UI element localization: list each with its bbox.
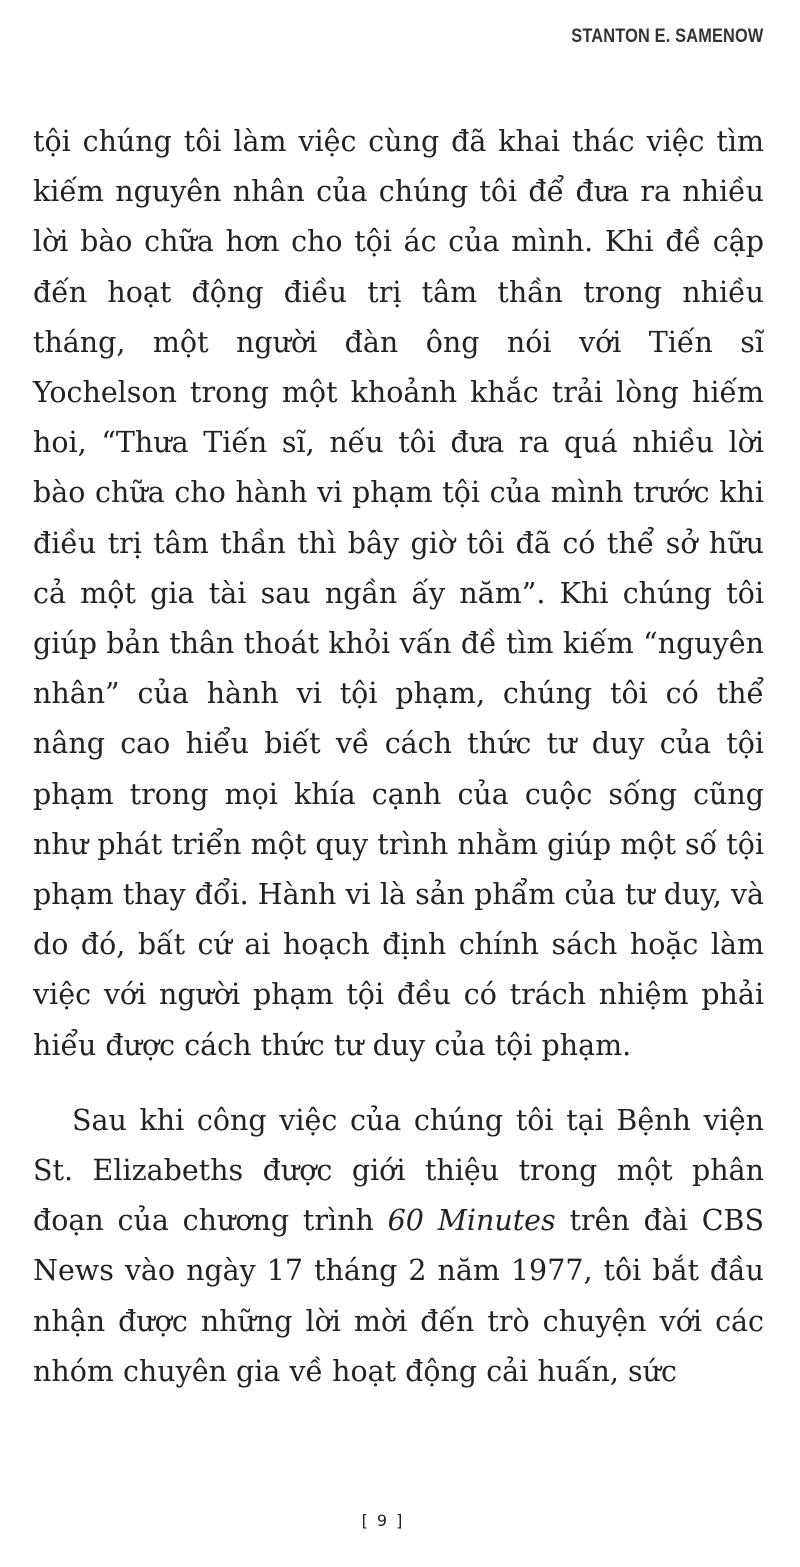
page-body xyxy=(33,117,764,1397)
paragraph-2-text-before-title: Sau khi công việc của chúng tôi tại Bệnh viện St. Elizabeths được giới thiệu trong một phân đoạn của chương trình xyxy=(33,1103,764,1238)
program-title: 60 Minutes xyxy=(387,1204,556,1238)
running-header-author: STANTON E. SAMENOW xyxy=(571,26,764,47)
page-number: [ 9 ] xyxy=(361,1511,405,1530)
paragraph-1: tội chúng tôi làm việc cùng đã khai thác việc tìm kiếm nguyên nhân của chúng tôi để đưa ra nhiều lời bào chữa hơn cho tội ác của mình. Khi đề cập đến hoạt động điều trị tâm thần trong nhiều tháng, một người đàn ông nói với Tiến sĩ Yochelson trong một khoảnh khắc trải lòng hiếm hoi, “Thưa Tiến sĩ, nếu tôi đưa ra quá nhiều lời bào chữa cho hành vi phạm tội của mình trước khi điều trị tâm thần thì bây giờ tôi đã có thể sở hữu cả một gia tài sau ngần ấy năm”. Khi chúng tôi giúp bản thân thoát khỏi vấn đề tìm kiếm “nguyên nhân” của hành vi tội phạm, chúng tôi có thể nâng cao hiểu biết về cách thức tư duy của tội phạm trong mọi khía cạnh của cuộc sống cũng như phát triển một quy trình nhằm giúp một số tội phạm thay đổi. Hành vi là sản phẩm của tư duy, và do đó, bất cứ ai hoạch định chính sách hoặc làm việc với người phạm tội đều có trách nhiệm phải hiểu được cách thức tư duy của tội phạm. xyxy=(33,125,764,1062)
paragraph-2-text-after-title: trên đài CBS News vào ngày 17 tháng 2 năm 1977, tôi bắt đầu nhận được những lời mời đến trò chuyện với các nhóm chuyên gia về hoạt động cải huấn, sức xyxy=(33,1204,764,1388)
paragraph-2 xyxy=(33,1096,764,1397)
